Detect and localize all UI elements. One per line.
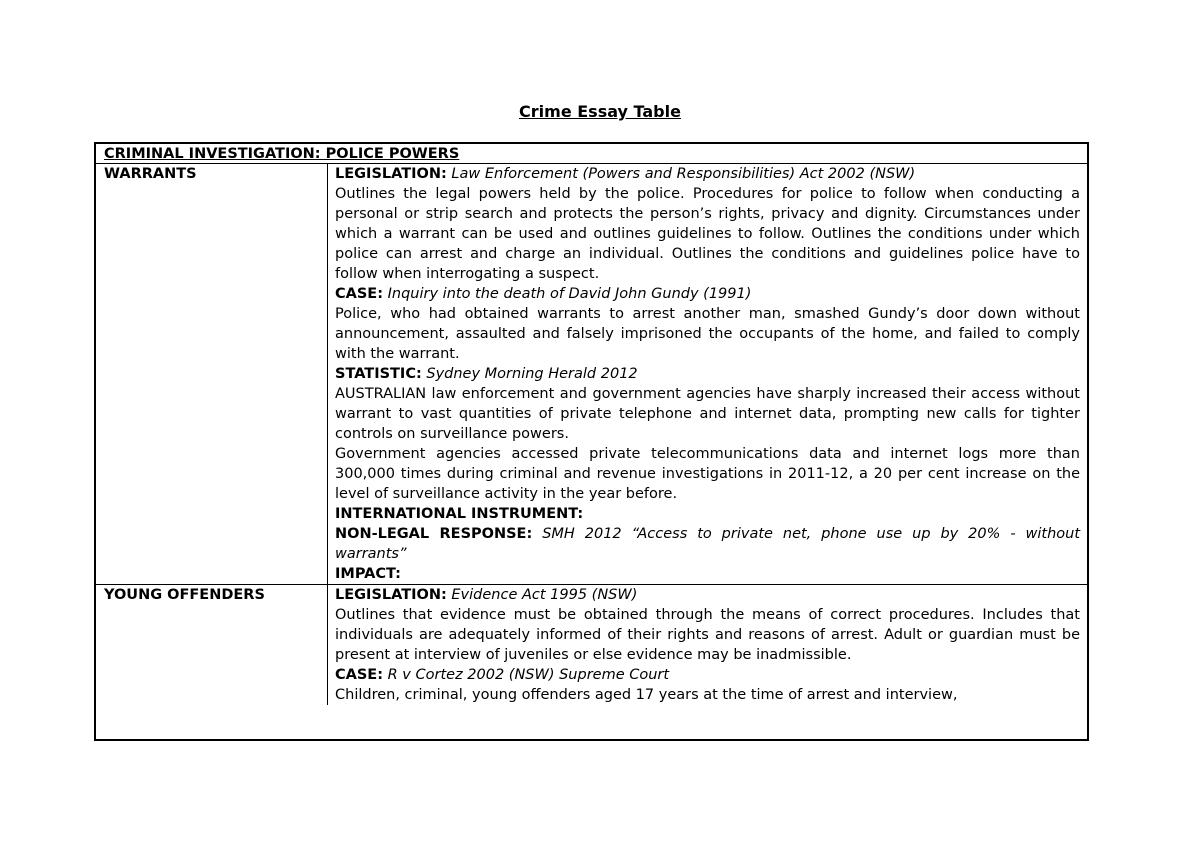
- entry-reference: Law Enforcement (Powers and Responsibilities) Act 2002 (NSW): [451, 166, 916, 182]
- entry-label: NON-LEGAL RESPONSE:: [335, 526, 533, 542]
- table-row-warrants: [96, 164, 1087, 585]
- entry-label: STATISTIC:: [335, 366, 422, 382]
- entry-label: IMPACT:: [335, 566, 401, 582]
- entry-impact: [335, 564, 1080, 584]
- entry-case: [335, 665, 1080, 685]
- entry-reference: Sydney Morning Herald 2012: [426, 366, 638, 382]
- section-header: CRIMINAL INVESTIGATION: POLICE POWERS: [96, 144, 1087, 164]
- row-label: YOUNG OFFENDERS: [96, 585, 328, 705]
- essay-table: [94, 142, 1089, 741]
- row-label: WARRANTS: [96, 164, 328, 584]
- entry-legislation: [335, 585, 1080, 605]
- entry-label: CASE:: [335, 286, 384, 302]
- entry-statistic: [335, 364, 1080, 384]
- entry-international-instrument: [335, 504, 1080, 524]
- entry-paragraph: AUSTRALIAN law enforcement and government agencies have sharply increased their access without warrant to vast quantities of private telephone and internet data, prompting new calls for tighter controls on surveillance powers.: [335, 386, 1080, 442]
- entry-reference: Evidence Act 1995 (NSW): [451, 587, 638, 603]
- entry-legislation: [335, 164, 1080, 184]
- entry-paragraph: Outlines that evidence must be obtained through the means of correct procedures. Includes that individuals are adequately informed of their rights and reasons of arrest. Adult or guardian must be present at interview of juveniles or else evidence may be inadmissible.: [335, 607, 1080, 663]
- entry-label: LEGISLATION:: [335, 166, 447, 182]
- entry-paragraph: Outlines the legal powers held by the police. Procedures for police to follow when conducting a personal or strip search and protects the person’s rights, privacy and dignity. Circumstances under which a warrant can be used and outlines guidelines to follow. Outlines the conditions under which police can arrest and charge an individual. Outlines the conditions and guidelines police have to follow when interrogating a suspect.: [335, 186, 1080, 282]
- table-row-young-offenders: [96, 585, 1087, 705]
- entry-label: LEGISLATION:: [335, 587, 447, 603]
- entry-reference: R v Cortez 2002 (NSW) Supreme Court: [387, 667, 670, 683]
- entry-paragraph: Police, who had obtained warrants to arrest another man, smashed Gundy’s door down without announcement, assaulted and falsely imprisoned the occupants of the home, and failed to comply with the warrant.: [335, 306, 1080, 362]
- entry-label: CASE:: [335, 667, 384, 683]
- entry-non-legal-response: [335, 524, 1080, 564]
- page-title: Crime Essay Table: [519, 102, 681, 121]
- entry-reference: Inquiry into the death of David John Gundy (1991): [387, 286, 752, 302]
- entry-reference: SMH 2012 “Access to private net, phone use up by 20% - without warrants”: [335, 526, 1081, 562]
- entry-case: [335, 284, 1080, 304]
- entry-label: INTERNATIONAL INSTRUMENT:: [335, 506, 584, 522]
- entry-paragraph: Government agencies accessed private telecommunications data and internet logs more than 300,000 times during criminal and revenue investigations in 2011-12, a 20 per cent increase on the level of surveillance activity in the year before.: [335, 446, 1080, 502]
- entry-paragraph: Children, criminal, young offenders aged 17 years at the time of arrest and interview,: [335, 687, 958, 703]
- row-content: [328, 585, 1087, 705]
- row-content: [328, 164, 1087, 584]
